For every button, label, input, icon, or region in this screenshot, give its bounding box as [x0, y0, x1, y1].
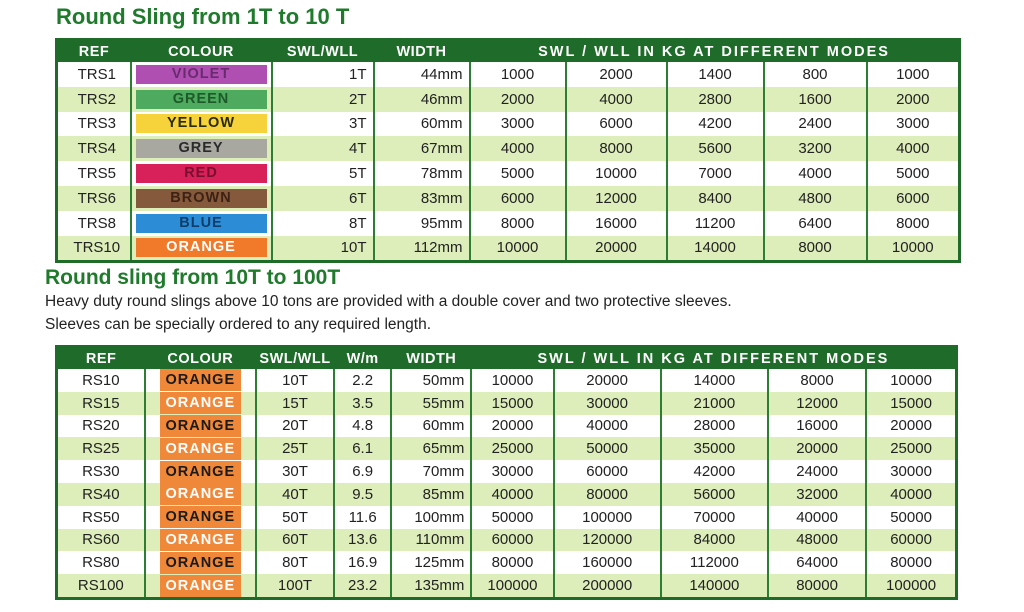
- swl-cell: 30T: [256, 460, 334, 483]
- mode-value-cell: 24000: [768, 460, 866, 483]
- mode-value-cell: 70000: [661, 506, 768, 529]
- ref-cell: RS80: [57, 551, 145, 574]
- mode-value-cell: 80000: [768, 574, 866, 598]
- mode-value-cell: 800: [764, 62, 867, 87]
- width-cell: 83mm: [374, 186, 470, 211]
- ref-cell: TRS10: [57, 236, 131, 262]
- section1-title: Round Sling from 1T to 10 T: [56, 4, 350, 29]
- colour-cell: [131, 211, 272, 236]
- header-wm: W/m: [334, 347, 391, 370]
- mode-value-cell: 6000: [470, 186, 566, 211]
- mode-value-cell: 4000: [566, 87, 667, 112]
- section2-title: Round sling from 10T to 100T: [45, 266, 341, 289]
- mode-value-cell: 6000: [867, 186, 960, 211]
- mode-value-cell: 20000: [866, 415, 956, 438]
- section2-description-line1: Heavy duty round slings above 10 tons are provided with a double cover and two protective sleeves.: [45, 293, 732, 310]
- mode-value-cell: 8000: [566, 136, 667, 161]
- colour-swatch: ORANGE: [160, 461, 241, 483]
- mode-value-cell: 20000: [554, 369, 661, 392]
- mode-value-cell: 40000: [554, 415, 661, 438]
- header-colour: COLOUR: [145, 347, 256, 370]
- mode-value-cell: 48000: [768, 529, 866, 552]
- colour-swatch: RED: [136, 164, 267, 183]
- ref-cell: TRS2: [57, 87, 131, 112]
- header-width: WIDTH: [391, 347, 471, 370]
- colour-cell: [145, 529, 256, 552]
- width-cell: 60mm: [391, 415, 471, 438]
- colour-cell: [131, 161, 272, 186]
- mode-value-cell: 60000: [554, 460, 661, 483]
- table-row: [57, 506, 957, 529]
- header-modes: SWL / WLL IN KG AT DIFFERENT MODES: [471, 347, 956, 370]
- width-cell: 95mm: [374, 211, 470, 236]
- swl-cell: 100T: [256, 574, 334, 598]
- colour-cell: [145, 415, 256, 438]
- wm-cell: 6.9: [334, 460, 391, 483]
- mode-value-cell: 8000: [768, 369, 866, 392]
- colour-cell: [145, 483, 256, 506]
- mode-value-cell: 2000: [566, 62, 667, 87]
- swl-cell: 50T: [256, 506, 334, 529]
- mode-value-cell: 40000: [768, 506, 866, 529]
- table-row: [57, 574, 957, 598]
- colour-swatch: YELLOW: [136, 114, 267, 133]
- wm-cell: 2.2: [334, 369, 391, 392]
- colour-swatch: ORANGE: [160, 506, 241, 528]
- colour-swatch: ORANGE: [160, 575, 241, 597]
- colour-cell: [145, 574, 256, 598]
- mode-value-cell: 2000: [470, 87, 566, 112]
- swl-cell: 10T: [256, 369, 334, 392]
- mode-value-cell: 100000: [471, 574, 553, 598]
- colour-swatch: ORANGE: [160, 415, 241, 437]
- mode-value-cell: 5000: [470, 161, 566, 186]
- colour-cell: [131, 136, 272, 161]
- mode-value-cell: 2000: [867, 87, 960, 112]
- colour-swatch: ORANGE: [160, 438, 241, 460]
- mode-value-cell: 28000: [661, 415, 768, 438]
- mode-value-cell: 40000: [866, 483, 956, 506]
- colour-swatch: GREY: [136, 139, 267, 158]
- mode-value-cell: 14000: [667, 236, 764, 262]
- swl-cell: 40T: [256, 483, 334, 506]
- colour-cell: [145, 551, 256, 574]
- round-sling-10t-100t-table: [55, 345, 958, 600]
- mode-value-cell: 50000: [471, 506, 553, 529]
- mode-value-cell: 50000: [554, 437, 661, 460]
- table-row: [57, 529, 957, 552]
- width-cell: 85mm: [391, 483, 471, 506]
- mode-value-cell: 32000: [768, 483, 866, 506]
- swl-cell: 15T: [256, 392, 334, 415]
- ref-cell: RS50: [57, 506, 145, 529]
- mode-value-cell: 12000: [768, 392, 866, 415]
- mode-value-cell: 2400: [764, 112, 867, 137]
- colour-swatch: VIOLET: [136, 65, 267, 84]
- mode-value-cell: 35000: [661, 437, 768, 460]
- mode-value-cell: 4000: [470, 136, 566, 161]
- wm-cell: 13.6: [334, 529, 391, 552]
- table-row: [57, 186, 960, 211]
- mode-value-cell: 5000: [867, 161, 960, 186]
- ref-cell: TRS6: [57, 186, 131, 211]
- mode-value-cell: 3000: [470, 112, 566, 137]
- colour-swatch: GREEN: [136, 90, 267, 109]
- table-header-row: [57, 40, 960, 63]
- mode-value-cell: 4200: [667, 112, 764, 137]
- mode-value-cell: 8000: [470, 211, 566, 236]
- colour-cell: [145, 506, 256, 529]
- table-row: [57, 369, 957, 392]
- swl-cell: 1T: [272, 62, 374, 87]
- ref-cell: TRS8: [57, 211, 131, 236]
- colour-swatch: ORANGE: [136, 238, 267, 257]
- mode-value-cell: 10000: [867, 236, 960, 262]
- mode-value-cell: 20000: [768, 437, 866, 460]
- swl-cell: 8T: [272, 211, 374, 236]
- mode-value-cell: 30000: [866, 460, 956, 483]
- colour-cell: [131, 87, 272, 112]
- mode-value-cell: 4000: [867, 136, 960, 161]
- ref-cell: TRS1: [57, 62, 131, 87]
- swl-cell: 6T: [272, 186, 374, 211]
- ref-cell: RS25: [57, 437, 145, 460]
- width-cell: 50mm: [391, 369, 471, 392]
- swl-cell: 3T: [272, 112, 374, 137]
- mode-value-cell: 42000: [661, 460, 768, 483]
- width-cell: 65mm: [391, 437, 471, 460]
- mode-value-cell: 40000: [471, 483, 553, 506]
- mode-value-cell: 5600: [667, 136, 764, 161]
- wm-cell: 9.5: [334, 483, 391, 506]
- mode-value-cell: 3200: [764, 136, 867, 161]
- mode-value-cell: 6000: [566, 112, 667, 137]
- colour-cell: [145, 437, 256, 460]
- width-cell: 125mm: [391, 551, 471, 574]
- colour-cell: [145, 460, 256, 483]
- table-row: [57, 483, 957, 506]
- colour-cell: [145, 392, 256, 415]
- wm-cell: 16.9: [334, 551, 391, 574]
- mode-value-cell: 112000: [661, 551, 768, 574]
- mode-value-cell: 1000: [470, 62, 566, 87]
- colour-swatch: ORANGE: [160, 483, 241, 505]
- mode-value-cell: 25000: [866, 437, 956, 460]
- mode-value-cell: 140000: [661, 574, 768, 598]
- ref-cell: RS10: [57, 369, 145, 392]
- width-cell: 55mm: [391, 392, 471, 415]
- width-cell: 110mm: [391, 529, 471, 552]
- mode-value-cell: 30000: [471, 460, 553, 483]
- ref-cell: TRS4: [57, 136, 131, 161]
- width-cell: 46mm: [374, 87, 470, 112]
- header-ref: REF: [57, 40, 131, 63]
- header-ref: REF: [57, 347, 145, 370]
- swl-cell: 25T: [256, 437, 334, 460]
- table-row: [57, 62, 960, 87]
- colour-cell: [131, 62, 272, 87]
- mode-value-cell: 2800: [667, 87, 764, 112]
- swl-cell: 20T: [256, 415, 334, 438]
- mode-value-cell: 10000: [471, 369, 553, 392]
- mode-value-cell: 120000: [554, 529, 661, 552]
- ref-cell: RS20: [57, 415, 145, 438]
- colour-swatch: BROWN: [136, 189, 267, 208]
- mode-value-cell: 7000: [667, 161, 764, 186]
- width-cell: 135mm: [391, 574, 471, 598]
- colour-cell: [131, 112, 272, 137]
- mode-value-cell: 12000: [566, 186, 667, 211]
- mode-value-cell: 84000: [661, 529, 768, 552]
- mode-value-cell: 4000: [764, 161, 867, 186]
- header-colour: COLOUR: [131, 40, 272, 63]
- mode-value-cell: 30000: [554, 392, 661, 415]
- mode-value-cell: 16000: [768, 415, 866, 438]
- mode-value-cell: 3000: [867, 112, 960, 137]
- table-row: [57, 161, 960, 186]
- mode-value-cell: 15000: [471, 392, 553, 415]
- mode-value-cell: 15000: [866, 392, 956, 415]
- wm-cell: 11.6: [334, 506, 391, 529]
- width-cell: 70mm: [391, 460, 471, 483]
- mode-value-cell: 160000: [554, 551, 661, 574]
- header-modes: SWL / WLL IN KG AT DIFFERENT MODES: [470, 40, 960, 63]
- mode-value-cell: 64000: [768, 551, 866, 574]
- mode-value-cell: 10000: [470, 236, 566, 262]
- width-cell: 60mm: [374, 112, 470, 137]
- mode-value-cell: 1000: [867, 62, 960, 87]
- width-cell: 44mm: [374, 62, 470, 87]
- mode-value-cell: 60000: [866, 529, 956, 552]
- swl-cell: 5T: [272, 161, 374, 186]
- round-sling-1t-10t-table: [55, 38, 961, 263]
- wm-cell: 3.5: [334, 392, 391, 415]
- mode-value-cell: 16000: [566, 211, 667, 236]
- colour-cell: [145, 369, 256, 392]
- section2-description-line2: Sleeves can be specially ordered to any required length.: [45, 316, 432, 333]
- wm-cell: 23.2: [334, 574, 391, 598]
- colour-swatch: ORANGE: [160, 392, 241, 414]
- colour-cell: [131, 236, 272, 262]
- mode-value-cell: 20000: [471, 415, 553, 438]
- table-row: [57, 87, 960, 112]
- width-cell: 78mm: [374, 161, 470, 186]
- mode-value-cell: 11200: [667, 211, 764, 236]
- table-row: [57, 415, 957, 438]
- table-row: [57, 460, 957, 483]
- table-row: [57, 437, 957, 460]
- ref-cell: RS100: [57, 574, 145, 598]
- table-row: [57, 551, 957, 574]
- mode-value-cell: 6400: [764, 211, 867, 236]
- swl-cell: 60T: [256, 529, 334, 552]
- width-cell: 112mm: [374, 236, 470, 262]
- swl-cell: 4T: [272, 136, 374, 161]
- header-swl: SWL/WLL: [272, 40, 374, 63]
- mode-value-cell: 10000: [866, 369, 956, 392]
- mode-value-cell: 200000: [554, 574, 661, 598]
- table-row: [57, 392, 957, 415]
- mode-value-cell: 10000: [566, 161, 667, 186]
- mode-value-cell: 56000: [661, 483, 768, 506]
- wm-cell: 4.8: [334, 415, 391, 438]
- ref-cell: RS15: [57, 392, 145, 415]
- colour-swatch: BLUE: [136, 214, 267, 233]
- swl-cell: 2T: [272, 87, 374, 112]
- mode-value-cell: 100000: [554, 506, 661, 529]
- table-row: [57, 136, 960, 161]
- mode-value-cell: 60000: [471, 529, 553, 552]
- ref-cell: TRS5: [57, 161, 131, 186]
- mode-value-cell: 25000: [471, 437, 553, 460]
- wm-cell: 6.1: [334, 437, 391, 460]
- table-row: [57, 236, 960, 262]
- swl-cell: 80T: [256, 551, 334, 574]
- mode-value-cell: 14000: [661, 369, 768, 392]
- table-row: [57, 211, 960, 236]
- mode-value-cell: 80000: [471, 551, 553, 574]
- mode-value-cell: 4800: [764, 186, 867, 211]
- mode-value-cell: 80000: [866, 551, 956, 574]
- table-header-row: [57, 347, 957, 370]
- header-swl: SWL/WLL: [256, 347, 334, 370]
- mode-value-cell: 21000: [661, 392, 768, 415]
- ref-cell: TRS3: [57, 112, 131, 137]
- ref-cell: RS60: [57, 529, 145, 552]
- colour-cell: [131, 186, 272, 211]
- mode-value-cell: 80000: [554, 483, 661, 506]
- width-cell: 67mm: [374, 136, 470, 161]
- mode-value-cell: 1400: [667, 62, 764, 87]
- mode-value-cell: 20000: [566, 236, 667, 262]
- header-width: WIDTH: [374, 40, 470, 63]
- colour-swatch: ORANGE: [160, 552, 241, 574]
- colour-swatch: ORANGE: [160, 369, 241, 391]
- mode-value-cell: 8000: [867, 211, 960, 236]
- ref-cell: RS30: [57, 460, 145, 483]
- ref-cell: RS40: [57, 483, 145, 506]
- swl-cell: 10T: [272, 236, 374, 262]
- mode-value-cell: 8400: [667, 186, 764, 211]
- colour-swatch: ORANGE: [160, 529, 241, 551]
- mode-value-cell: 100000: [866, 574, 956, 598]
- mode-value-cell: 1600: [764, 87, 867, 112]
- mode-value-cell: 50000: [866, 506, 956, 529]
- width-cell: 100mm: [391, 506, 471, 529]
- mode-value-cell: 8000: [764, 236, 867, 262]
- table-row: [57, 112, 960, 137]
